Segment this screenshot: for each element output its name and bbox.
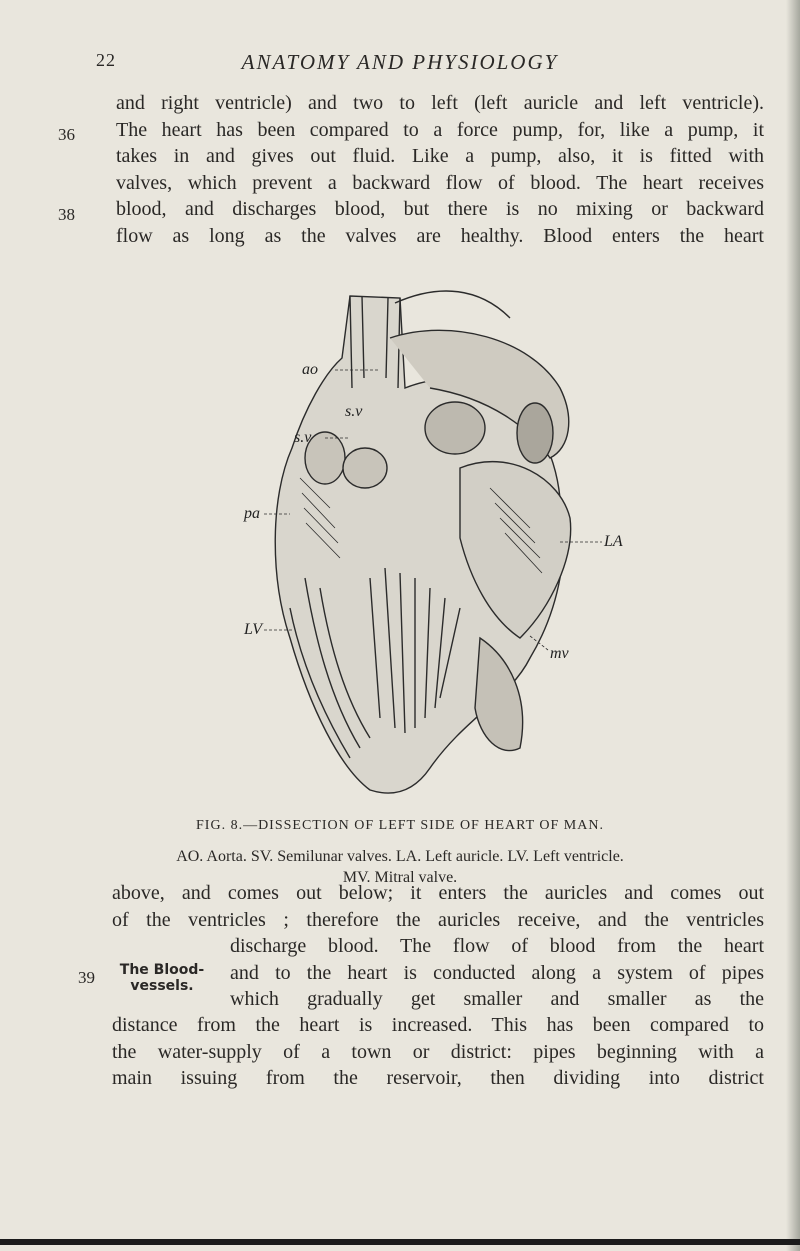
text-line: flow as long as the valves are healthy. Blood enters the heart [116,224,764,247]
text-line: discharge blood. The flow of blood from the heart [230,935,764,957]
text-line: takes in and gives out fluid. Like a pump, also, it is fitted with [116,145,764,167]
margin-number-36: 36 [58,125,75,144]
bottom-edge-bar [0,1239,800,1245]
heart-dissection-figure [230,278,630,800]
text-line: blood, and discharges blood, but there is no mixing or backward [116,198,764,220]
legend-line-2: MV. Mitral valve. [342,869,458,886]
valve-cusp [425,402,485,454]
text-line: and to the heart is conducted along a system of pipes [230,961,764,984]
paragraph-bottom-full [112,880,764,933]
text-line: and right ventricle) and two to left (left auricle and left ventricle). [116,92,764,114]
text-line: The heart has been compared to a force pump, for, like a pump, it [116,118,764,141]
margin-number-39: 39 [78,968,95,987]
legend-line-1: AO. Aorta. SV. Semilunar valves. LA. Left auricle. LV. Left ventricle. [176,848,624,865]
text-line: valves, which prevent a backward flow of blood. The heart receives [116,171,764,194]
page-number: 22 [96,50,116,70]
label-sv-left: s.v [294,429,312,446]
paragraph-bottom-indented [230,933,764,1013]
label-la: LA [604,533,623,550]
page-edge-shadow [786,0,800,1251]
text-line: main issuing from the reservoir, then dividing into district [112,1067,764,1089]
figure-caption-title: FIG. 8.—DISSECTION OF LEFT SIDE OF HEART OF MAN. [196,818,604,833]
sidenote-blood-vessels: The Blood-vessels. [119,962,205,994]
text-line: which gradually get smaller and smaller as the [230,988,764,1010]
vessel-opening [517,403,553,463]
margin-number-38: 38 [58,205,75,224]
text-line: the water-supply of a town or district: pipes beginning with a [112,1040,764,1063]
arch-branch [395,291,510,318]
label-lv: LV [244,621,263,638]
paragraph-bottom-tail [112,1012,764,1092]
label-ao: ao [302,361,318,378]
label-pa: pa [244,505,260,522]
running-head: ANATOMY AND PHYSIOLOGY [241,50,559,74]
label-sv-upper: s.v [345,403,363,420]
label-mv: mv [550,645,569,662]
valve-cusp [343,448,387,488]
text-line: above, and comes out below; it enters the auricles and comes out [112,882,764,904]
paragraph-top [116,90,764,249]
text-line: distance from the heart is increased. This has been compared to [112,1014,764,1036]
text-line: of the ventricles ; therefore the auricles receive, and the ventricles [112,908,764,931]
